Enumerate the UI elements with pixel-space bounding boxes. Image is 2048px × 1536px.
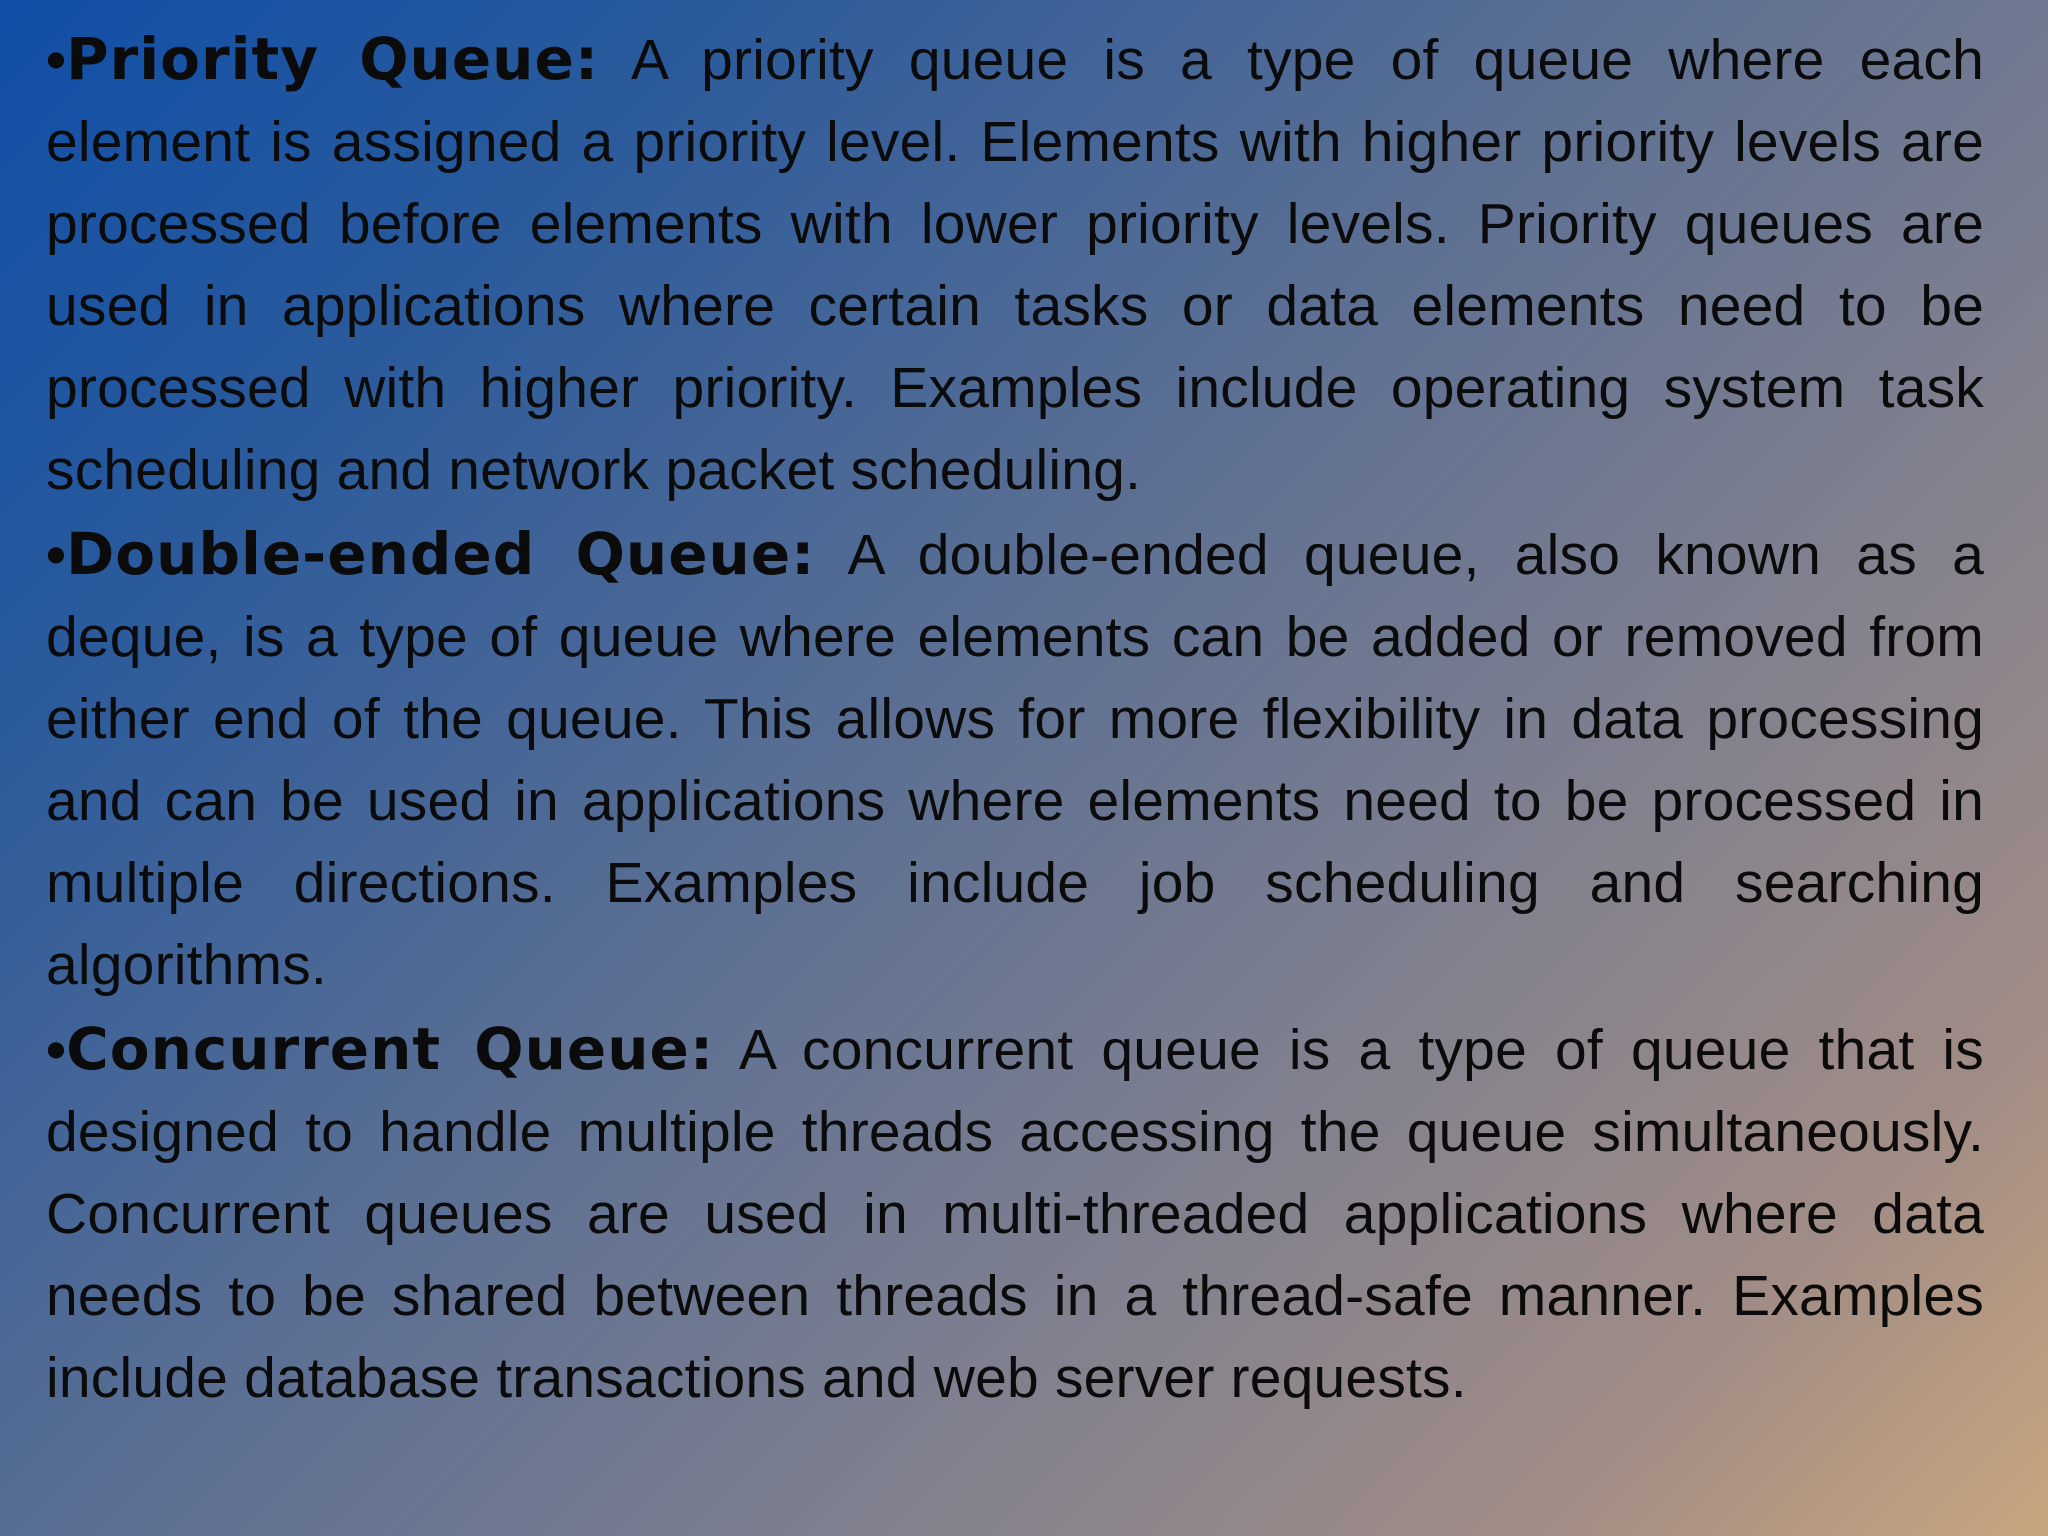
bullet-marker: • (46, 28, 67, 92)
bullet-concurrent-queue (46, 1008, 1984, 1419)
bullet-marker: • (46, 523, 67, 587)
body-double-ended-queue: A double-ended queue, also known as a deque, is a type of queue where elements can be added or removed from either end of the queue. This allows for more flexibility in data processing and can be used in applications where elements need to be processed in multiple directions. Examples include job scheduling and searching algorithms. (46, 523, 1984, 997)
term-double-ended-queue: Double-ended Queue: (66, 520, 816, 588)
bullet-priority-queue (46, 18, 1984, 511)
term-concurrent-queue: Concurrent Queue: (66, 1015, 715, 1083)
bullet-double-ended-queue (46, 513, 1984, 1006)
bullet-marker: • (46, 1018, 67, 1082)
body-priority-queue: A priority queue is a type of queue where each element is assigned a priority level. Elements with higher priority levels are processed before elements with lower priority levels. Priority queues are used in applications where certain tasks or data elements need to be processed with higher priority. Examples include operating system task scheduling and network packet scheduling. (46, 28, 1984, 502)
slide-content (46, 18, 1984, 1421)
term-priority-queue: Priority Queue: (66, 25, 600, 93)
body-concurrent-queue: A concurrent queue is a type of queue that is designed to handle multiple threads accessing the queue simultaneously. Concurrent queues are used in multi-threaded applications where data needs to be shared between threads in a thread-safe manner. Examples include database transactions and web server requests. (46, 1018, 1984, 1410)
